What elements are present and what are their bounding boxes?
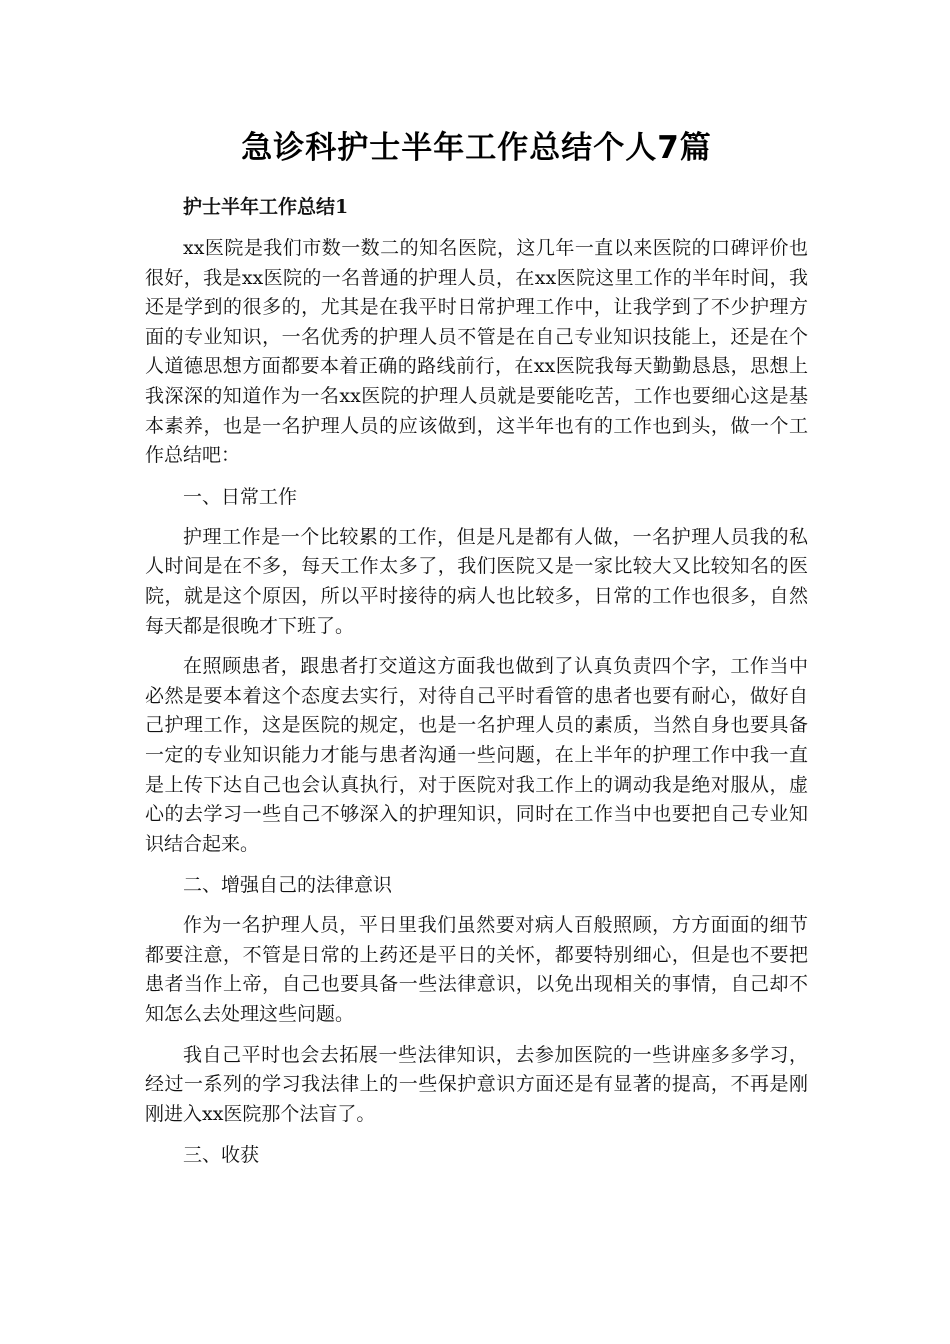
document-page xyxy=(145,128,808,1181)
paragraph-patient-care: 在照顾患者，跟患者打交道这方面我也做到了认真负责四个字，工作当中必然是要本着这个态度去实行，对待自己平时看管的患者也要有耐心，做好自己护理工作，这是医院的规定，也是一名护理人员的素质，当然自身也要具备一定的专业知识能力才能与患者沟通一些问题，在上半年的护理工作中我一直是上传下达自己也会认真执行，对于医院对我工作上的调动我是绝对服从，虚心的去学习一些自己不够深入的护理知识，同时在工作当中也要把自己专业知识结合起来。 xyxy=(145,655,808,855)
heading-daily-work: 一、日常工作 xyxy=(183,485,298,508)
paragraph-legal-awareness: 作为一名护理人员，平日里我们虽然要对病人百般照顾，方方面面的细节都要注意，不管是日常的上药还是平日的关怀，都要特别细心，但是也不要把患者当作上帝，自己也要具备一些法律意识，以免出现相关的事情，自己却不知怎么去处理这些问题。 xyxy=(145,914,808,1026)
paragraph-intro: xx医院是我们市数一数二的知名医院，这几年一直以来医院的口碑评价也很好，我是xx医院的一名普通的护理人员，在xx医院这里工作的半年时间，我还是学到的很多的，尤其是在我平时日常护理工作中，让我学到了不少护理方面的专业知识，一名优秀的护理人员不管是在自己专业知识技能上，还是在个人道德思想方面都要本着正确的路线前行，在xx医院我每天勤勤恳恳，思想上我深深的知道作为一名xx医院的护理人员就是要能吃苦，工作也要细心这是基本素养，也是一名护理人员的应该做到，这半年也有的工作也到头，做一个工作总结吧： xyxy=(145,237,808,467)
heading-harvest: 三、收获 xyxy=(183,1144,260,1167)
heading-legal-awareness: 二、增强自己的法律意识 xyxy=(183,874,393,897)
document-title: 急诊科护士半年工作总结个人7篇 xyxy=(241,130,712,166)
paragraph-daily-work: 护理工作是一个比较累的工作，但是凡是都有人做，一名护理人员我的私人时间是在不多，每天工作太多了，我们医院又是一家比较大又比较知名的医院，就是这个原因，所以平时接待的病人也比较多，日常的工作也很多，自然每天都是很晚才下班了。 xyxy=(145,525,808,637)
paragraph-legal-study: 我自己平时也会去拓展一些法律知识，去参加医院的一些讲座多多学习，经过一系列的学习我法律上的一些保护意识方面还是有显著的提高，不再是刚刚进入xx医院那个法盲了。 xyxy=(145,1043,808,1125)
section-subtitle: 护士半年工作总结1 xyxy=(183,196,349,218)
